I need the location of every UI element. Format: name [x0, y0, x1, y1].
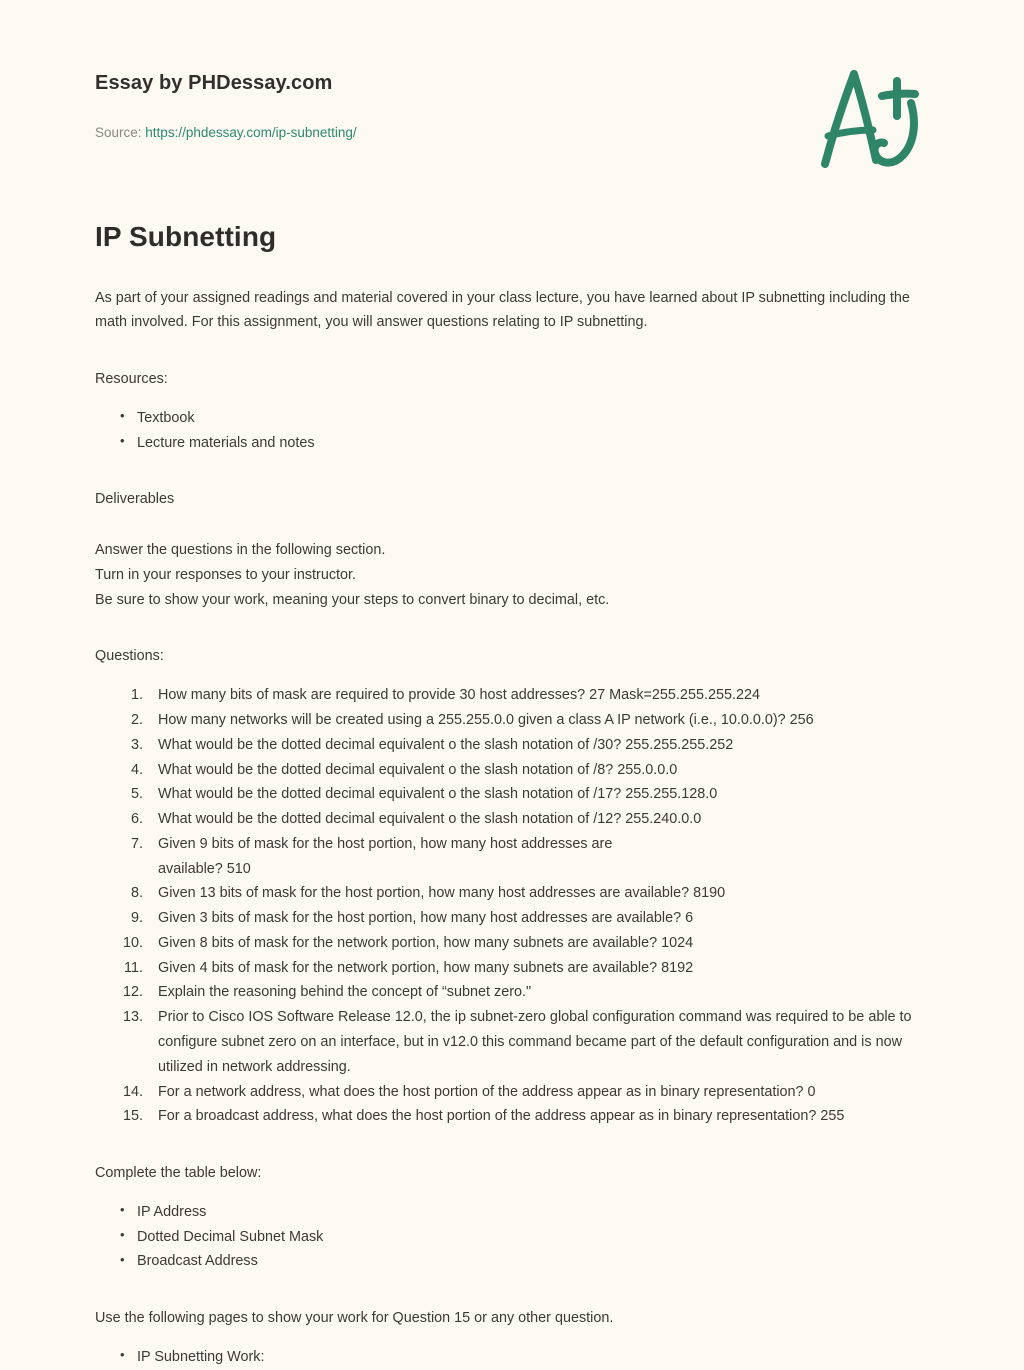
question-item: Explain the reasoning behind the concept of “subnet zero." [158, 984, 532, 1001]
work-intro: Use the following pages to show your work for Question 15 or any other question. [95, 1310, 614, 1327]
questions-heading: Questions: [95, 648, 164, 665]
question-item: What would be the dotted decimal equivalent o the slash notation of /12? 255.240.0.0 [158, 811, 702, 828]
resources-list [95, 406, 929, 456]
questions-list [95, 683, 929, 1129]
document-body [0, 180, 1024, 1370]
list-item: • Textbook [120, 406, 929, 431]
table-fields-list [95, 1200, 929, 1274]
list-item: • Lecture materials and notes [120, 431, 929, 456]
question-item: For a network address, what does the host portion of the address appear as in binary representation? 0 [158, 1083, 816, 1100]
question-item: What would be the dotted decimal equivalent o the slash notation of /8? 255.0.0.0 [158, 761, 678, 778]
aplus-logo-icon [812, 68, 932, 174]
question-item: Given 4 bits of mask for the network portion, how many subnets are available? 8192 [158, 959, 694, 976]
page-title: IP Subnetting [95, 221, 277, 252]
question-item: How many networks will be created using a 255.255.0.0 given a class A IP network (i.e., 10.0.0.0)? 256 [158, 712, 814, 729]
question-item: How many bits of mask are required to provide 30 host addresses? 27 Mask=255.255.255.224 [158, 687, 760, 704]
question-item: What would be the dotted decimal equivalent o the slash notation of /30? 255.255.255.252 [158, 736, 734, 753]
list-item: • IP Address [120, 1200, 929, 1225]
deliverable-line: Turn in your responses to your instructor. [95, 566, 357, 583]
brand-title: Essay by PHDessay.com [95, 72, 333, 94]
question-item: Given 8 bits of mask for the network portion, how many subnets are available? 1024 [158, 934, 694, 951]
source-url-link[interactable]: https://phdessay.com/ip-subnetting/ [145, 125, 357, 140]
list-item: • Dotted Decimal Subnet Mask [120, 1225, 929, 1250]
table-intro: Complete the table below: [95, 1165, 262, 1182]
intro-paragraph: As part of your assigned readings and material covered in your class lecture, you have learned about IP subnetting including the math involved. For this assignment, you will answer questions relating to IP subnetting. [95, 289, 910, 331]
deliverable-line: Answer the questions in the following section. [95, 542, 386, 559]
deliverable-line: Be sure to show your work, meaning your steps to convert binary to decimal, etc. [95, 591, 610, 608]
list-item: • IP Subnetting Work: [120, 1345, 929, 1370]
source-label: Source: [95, 125, 142, 140]
question-item: Given 13 bits of mask for the host portion, how many host addresses are available? 8190 [158, 885, 726, 902]
source-line [95, 125, 357, 140]
work-items-list [95, 1345, 929, 1370]
question-item: Prior to Cisco IOS Software Release 12.0, the ip subnet-zero global configuration command was required to be able to configure subnet zero on an interface, but in v12.0 this command became part of the default configuration and is now utilized in network addressing. [158, 1009, 912, 1075]
question-item: Given 9 bits of mask for the host portion, how many host addresses are available? 510 [158, 835, 613, 877]
resources-heading: Resources: [95, 371, 168, 388]
list-item: • Broadcast Address [120, 1249, 929, 1274]
question-item: Given 3 bits of mask for the host portion, how many host addresses are available? 6 [158, 910, 694, 927]
question-item: For a broadcast address, what does the host portion of the address appear as in binary representation? 255 [158, 1108, 845, 1125]
deliverables-lines [95, 538, 929, 612]
page-header [0, 0, 1024, 180]
deliverables-heading: Deliverables [95, 491, 175, 508]
question-item: What would be the dotted decimal equivalent o the slash notation of /17? 255.255.128.0 [158, 786, 718, 803]
